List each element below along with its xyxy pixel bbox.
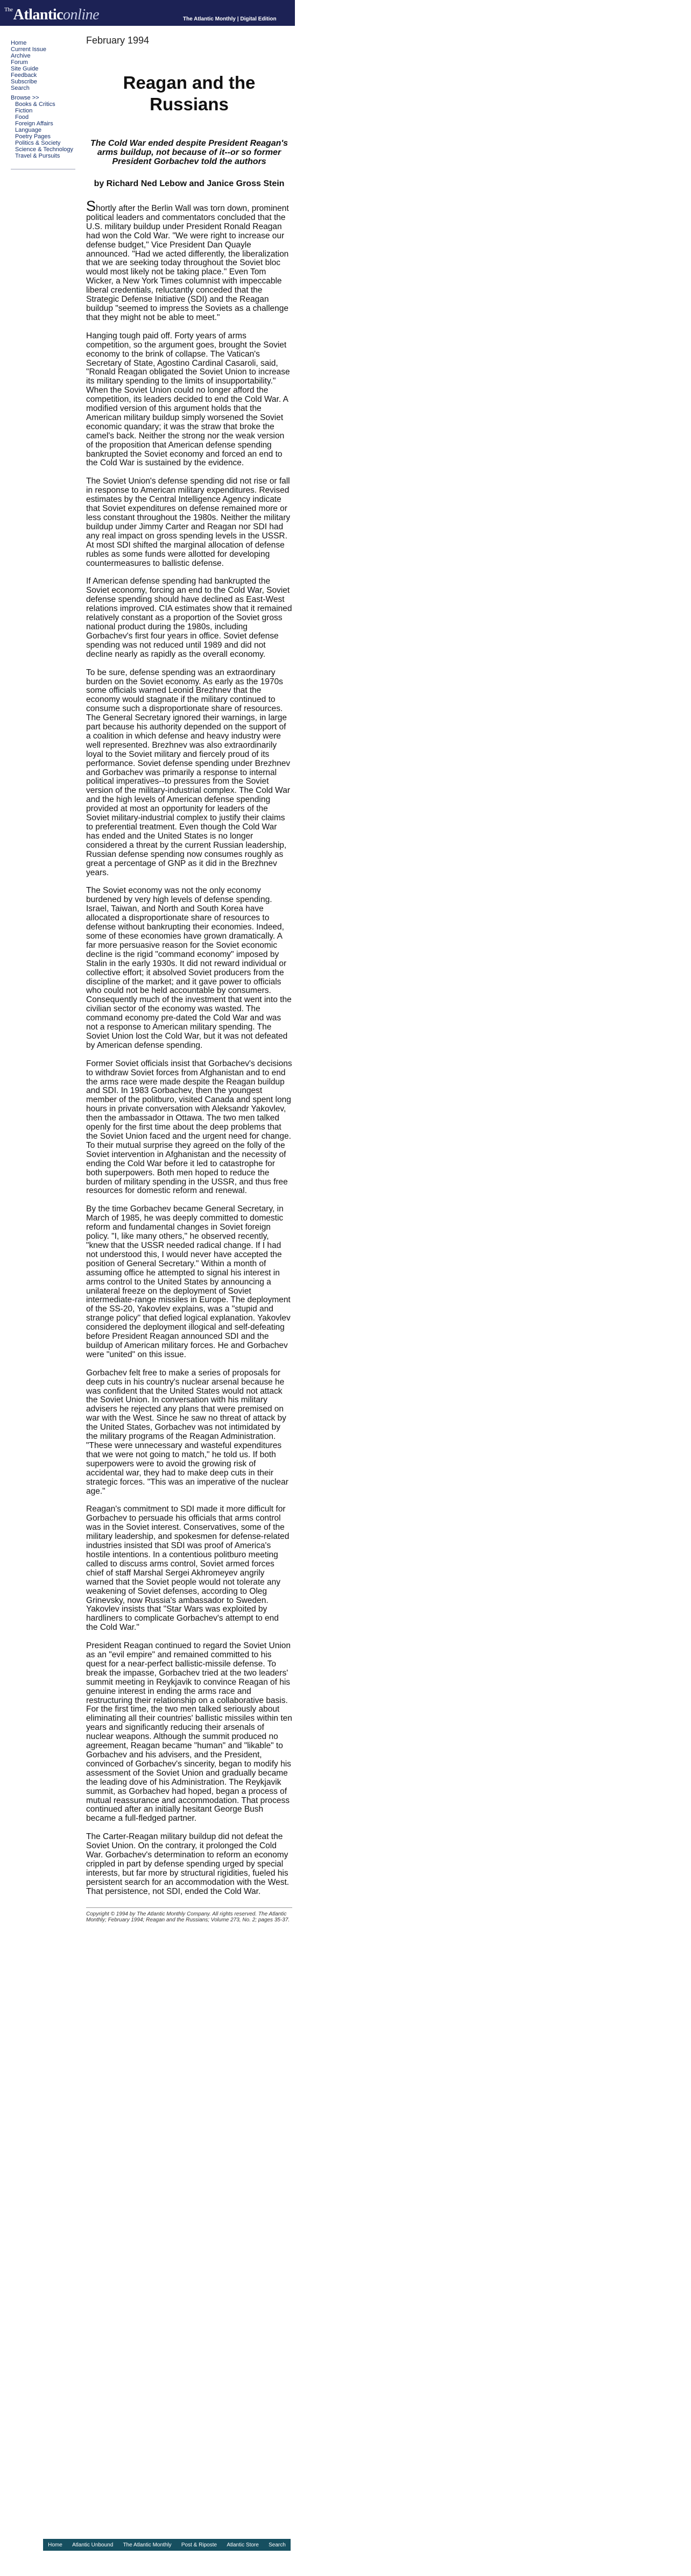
- article-paragraph: Former Soviet officials insist that Gorbachev's decisions to withdraw Soviet forces from Afghanistan and to end the arms race were made despite the Reagan buildup and SDI. In 1983 Gorbachev, then the youngest member of the politburo, visited Canada and spent long hours in private conversation with Aleksandr Yakovlev, then the ambassador in Ottawa. The two men talked openly for the first time about the deep problems that the Soviet Union faced and the urgent need for change. To their mutual surprise they agreed on the folly of the Soviet intervention in Afghanistan and the necessity of ending the Cold War before it led to catastrophe for both superpowers. Both men hoped to reduce the burden of military spending in the USSR, and thus free resources for domestic reform and renewal.: [86, 1059, 292, 1196]
- footer-link-post-riposte[interactable]: Post & Riposte: [181, 2542, 217, 2548]
- article-paragraph: President Reagan continued to regard the Soviet Union as an "evil empire" and remained committed to his quest for a near-perfect ballistic-missile defense. To break the impasse, Gorbachev tried at the two leaders' summit meeting in Reykjavik to convince Reagan of his genuine interest in ending the arms race and restructuring their relationship on a collaborative basis. For the first time, the two men talked seriously about eliminating all their countries' ballistic missiles within ten years and significantly reducing their arsenals of nuclear weapons. Although the summit produced no agreement, Reagan became "human" and "likable" to Gorbachev and his advisers, and the President, convinced of Gorbachev's sincerity, began to modify his assessment of the Soviet Union and gradually became the leading dove of his Administration. The Reykjavik summit, as Gorbachev had hoped, began a process of mutual reassurance and accommodation. That process continued after an initially hesitant George Bush became a full-fledged partner.: [86, 1641, 292, 1823]
- sidebar-link-science-technology[interactable]: Science & Technology: [15, 146, 74, 153]
- nav-atlantic-monthly-link[interactable]: The Atlantic Monthly: [183, 16, 236, 22]
- article-paragraph: [86, 198, 292, 323]
- sidebar-link-feedback[interactable]: Feedback: [11, 72, 37, 79]
- footer-link-search[interactable]: Search: [269, 2542, 286, 2548]
- logo-online-text: online: [63, 6, 100, 23]
- sidebar-link-search[interactable]: Search: [11, 85, 30, 91]
- sidebar-link-foreign-affairs[interactable]: Foreign Affairs: [15, 120, 53, 127]
- sidebar-link-subscribe[interactable]: Subscribe: [11, 79, 37, 85]
- sidebar-link-books-critics[interactable]: Books & Critics: [15, 101, 55, 108]
- sidebar-nav: [11, 40, 75, 169]
- sidebar-link-site-guide[interactable]: Site Guide: [11, 66, 39, 72]
- nav-separator: |: [237, 16, 239, 22]
- article-paragraph: Reagan's commitment to SDI made it more difficult for Gorbachev to persuade his officials that arms control was in the Soviet interest. Conservatives, some of the military leadership, and spokesmen for defense-related industries insisted that SDI was proof of America's hostile intentions. In a contentious politburo meeting called to discuss arms control, Soviet armed forces chief of staff Marshal Sergei Akhromeyev angrily warned that the Soviet people would not tolerate any weakening of Soviet defenses, according to Oleg Grinevsky, now Russia's ambassador to Sweden. Yakovlev insists that "Star Wars was exploited by hardliners to complicate Gorbachev's attempt to end the Cold War.": [86, 1505, 290, 1633]
- footer-nav: [43, 2539, 291, 2551]
- sidebar-link-food[interactable]: Food: [15, 114, 29, 120]
- nav-digital-edition-link[interactable]: Digital Edition: [240, 16, 277, 22]
- article-title: Reagan and the Russians: [123, 73, 256, 114]
- article-paragraph: The Soviet economy was not the only economy burdened by very high levels of defense spending. Israel, Taiwan, and North and South Korea have allocated a disproportionate share of resources to defense without bankrupting their economies. Indeed, some of these economies have grown dramatically. A far more persuasive reason for the Soviet economic decline is the rigid "command economy" imposed by Stalin in the early 1930s. It did not reward individual or collective effort; it absolved Soviet producers from the discipline of the market; and it gave power to officials who could not be held accountable by consumers. Consequently much of the investment that went into the civilian sector of the economy was wasted. The command economy pre-dated the Cold War and was not a response to American military spending. The Soviet Union lost the Cold War, but it was not defeated by American defense spending.: [86, 886, 292, 1050]
- footer-link-home[interactable]: Home: [48, 2542, 62, 2548]
- sidebar-link-poetry-pages[interactable]: Poetry Pages: [15, 133, 51, 140]
- article-paragraph: If American defense spending had bankrupted the Soviet economy, forcing an end to the Cold War, Soviet defense spending should have declined as East-West relations improved. CIA estimates show that it remained relatively constant as a proportion of the Soviet gross national product during the 1980s, including Gorbachev's first four years in office. Soviet defense spending was not reduced until 1989 and did not decline nearly as rapidly as the overall economy.: [86, 577, 292, 659]
- sidebar-link-current-issue[interactable]: Current Issue: [11, 46, 47, 53]
- site-header: [0, 0, 295, 26]
- sidebar-link-politics-society[interactable]: Politics & Society: [15, 140, 61, 146]
- footer-link-atlantic-monthly[interactable]: The Atlantic Monthly: [123, 2542, 172, 2548]
- article-paragraph: Gorbachev felt free to make a series of proposals for deep cuts in his country's nuclear arsenal because he was confident that the United States would not attack the Soviet Union. In conversation with his military advisers he rejected any plans that were premised on war with the West. Since he saw no threat of attack by the United States, Gorbachev was not intimidated by the military programs of the Reagan Administration. "These were unnecessary and wasteful expenditures that we were not going to match," he told us. If both superpowers were to avoid the growing risk of accidental war, they had to make deep cuts in their strategic forces. "This was an imperative of the nuclear age.": [86, 1368, 288, 1496]
- logo-small-text: The: [4, 6, 13, 13]
- article-column: [86, 35, 292, 1924]
- sidebar-link-forum[interactable]: Forum: [11, 59, 28, 66]
- issue-date: February 1994: [86, 35, 150, 46]
- article-byline: by Richard Ned Lebow and Janice Gross Stein: [94, 179, 285, 188]
- atlantic-online-logo[interactable]: [4, 6, 99, 24]
- article-paragraph: Hanging tough paid off. Forty years of arms competition, so the argument goes, brought the Soviet economy to the brink of collapse. The Vatican's Secretary of State, Agostino Cardinal Casaroli, said, "Ronald Reagan obligated the Soviet Union to increase its military spending to the limits of insupportability." When the Soviet Union could no longer afford the competition, its leaders decided to end the Cold War. A modified version of this argument holds that the American military buildup simply worsened the Soviet economic quandary; it was the straw that broke the camel's back. Neither the strong nor the weak version of the proposition that American defense spending bankrupted the Soviet economy and forced an end to the Cold War is sustained by the evidence.: [86, 331, 290, 468]
- copyright-notice: Copyright © 1994 by The Atlantic Monthly Company. All rights reserved. The Atlantic Monthly; February 1994; Reagan and the Russians; Volume 273, No. 2; pages 35-37.: [86, 1907, 292, 1924]
- article-paragraph: By the time Gorbachev became General Secretary, in March of 1985, he was deeply committed to domestic reform and fundamental changes in Soviet foreign policy. "I, like many others," he observed recently, "knew that the USSR needed radical change. If I had not understood this, I would never have accepted the position of General Secretary." Within a month of assuming office he attempted to signal his interest in arms control to the United States by announcing a unilateral freeze on the deployment of Soviet intermediate-range missiles in Europe. The deployment of the SS-20, Yakovlev explains, was a "stupid and strange policy" that defied logical explanation. Yakovlev considered the deployment illogical and self-defeating before President Reagan announced SDI and the buildup of American military forces. He and Gorbachev were "united" on this issue.: [86, 1204, 291, 1359]
- logo-main-text: Atlantic: [13, 6, 64, 23]
- sidebar-link-language[interactable]: Language: [15, 127, 41, 133]
- article-paragraph: The Soviet Union's defense spending did not rise or fall in response to American military expenditures. Revised estimates by the Central Intelligence Agency indicate that Soviet expenditures on defense remained more or less constant throughout the 1980s. Neither the military buildup under Jimmy Carter and Reagan nor SDI had any real impact on gross spending levels in the USSR. At most SDI shifted the marginal allocation of defense rubles as some funds were allotted for developing countermeasures to ballistic defense.: [86, 477, 291, 568]
- header-nav: [183, 16, 277, 22]
- footer-link-atlantic-store[interactable]: Atlantic Store: [227, 2542, 259, 2548]
- first-paragraph-text: hortly after the Berlin Wall was torn down, prominent political leaders and commentators concluded that the U.S. military buildup under President Ronald Reagan had won the Cold War. "We were right to increase our defense budget," Vice President Dan Quayle announced. "Had we acted differently, the liberalization that we are seeking today throughout the Soviet bloc would most likely not be taking place." Even Tom Wicker, a New York Times columnist with impeccable liberal credentials, reluctantly conceded that the Strategic Defense Initiative (SDI) and the Reagan buildup "seemed to impress the Soviets as a challenge that they might not be able to meet.": [86, 204, 289, 322]
- article-paragraph: The Carter-Reagan military buildup did not defeat the Soviet Union. On the contrary, it prolonged the Cold War. Gorbachev's determination to reform an economy crippled in part by defense spending urged by special interests, but far more by structural rigidities, fueled his persistent search for an accommodation with the West. That persistence, not SDI, ended the Cold War.: [86, 1832, 290, 1896]
- sidebar-link-travel-pursuits[interactable]: Travel & Pursuits: [15, 153, 60, 159]
- sidebar-link-home[interactable]: Home: [11, 40, 27, 46]
- sidebar-link-archive[interactable]: Archive: [11, 53, 31, 59]
- article-deck: The Cold War ended despite President Reagan's arms buildup, not because of it--or so former President Gorbachev told the authors: [90, 139, 288, 166]
- article-paragraph: To be sure, defense spending was an extraordinary burden on the Soviet economy. As early as the 1970s some officials warned Leonid Brezhnev that the economy would stagnate if the military continued to consume such a disproportionate share of resources. The General Secretary ignored their warnings, in large part because his authority depended on the support of a coalition in which defense and heavy industry were well represented. Brezhnev was also extraordinarily loyal to the Soviet military and fiercely proud of its performance. Soviet defense spending under Brezhnev and Gorbachev was primarily a response to internal political imperatives--to pressures from the Soviet version of the military-industrial complex. The Cold War and the high levels of American defense spending provided at most an opportunity for leaders of the Soviet military-industrial complex to justify their claims to preferential treatment. Even though the Cold War has ended and the United States is no longer considered a threat by the current Russian leadership, Russian defense spending now consumes roughly as great a percentage of GNP as it did in the Brezhnev years.: [86, 668, 291, 877]
- drop-cap: S: [86, 198, 96, 214]
- footer-link-atlantic-unbound[interactable]: Atlantic Unbound: [72, 2542, 114, 2548]
- sidebar-link-fiction[interactable]: Fiction: [15, 108, 33, 114]
- sidebar-browse-heading: Browse >>: [11, 95, 39, 101]
